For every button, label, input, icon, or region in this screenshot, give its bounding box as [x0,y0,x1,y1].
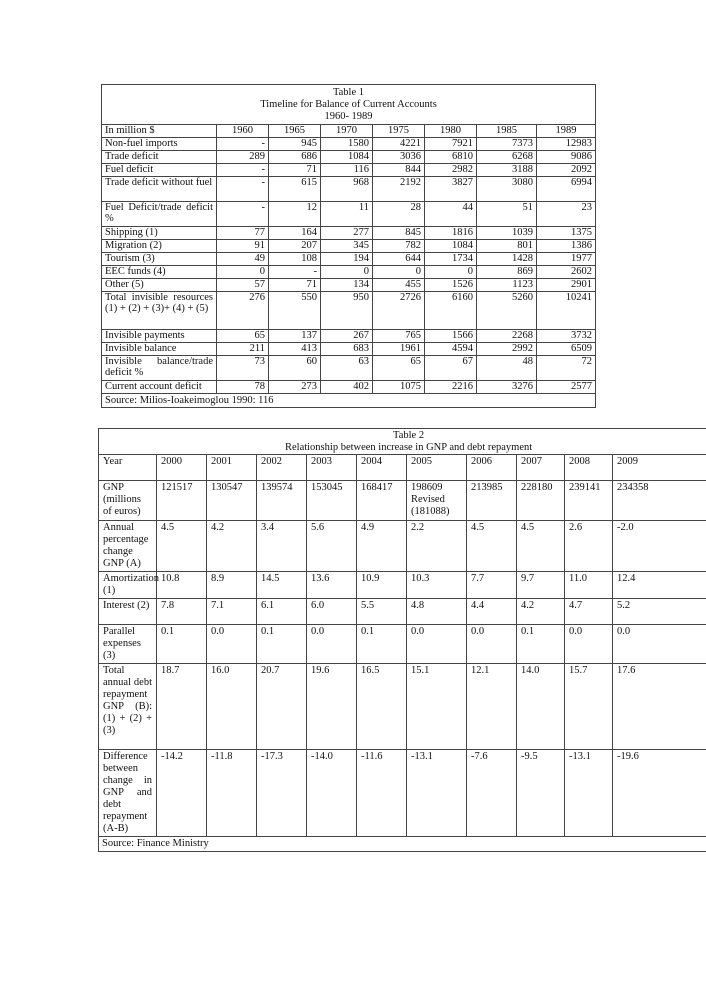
table-1-row [102,201,596,226]
table-2-cell: 0.0 [407,625,467,664]
table-1-cell: 7373 [477,137,537,150]
table-1-cell: 1526 [425,278,477,291]
table-1-year-header: 1989 [537,125,596,138]
table-1-cell: - [217,201,269,226]
table-2-cell: 0.0 [565,625,613,664]
table-2-cell: -9.5 [517,750,565,837]
table-1-cell: 968 [321,176,373,201]
table-2-cell: 4.2 [207,521,257,572]
table-1-cell: 1580 [321,137,373,150]
table-2-header-row [99,455,706,481]
table-2-cell: 12.4 [613,572,706,599]
table-1-cell: 63 [321,355,373,380]
table-1-row-label: Total invisible resources (1) + (2) + (3)+ (4) + (5) [102,291,217,329]
table-1-cell: 1386 [537,239,596,252]
table-1-cell: 65 [373,355,425,380]
table-2-cell: 16.0 [207,664,257,750]
table-1-cell: - [217,163,269,176]
table-2-cell: 4.5 [157,521,207,572]
table-2-year-header: 2002 [257,455,307,481]
table-2-year-header: 2006 [467,455,517,481]
table-1-cell: 91 [217,239,269,252]
table-1-cell: 164 [269,226,321,239]
table-2-cell: 234358 [613,481,706,521]
table-2-cell: -14.0 [307,750,357,837]
table-2-cell: -13.1 [407,750,467,837]
table-1 [101,84,596,408]
table-2-cell: 17.6 [613,664,706,750]
table-2-cell: 0.1 [257,625,307,664]
table-2-cell: 153045 [307,481,357,521]
table-1-cell: 10241 [537,291,596,329]
table-2-cell: 11.0 [565,572,613,599]
table-1-cell: 686 [269,150,321,163]
table-2-year-header: 2005 [407,455,467,481]
table-1-cell: - [217,137,269,150]
table-1-cell: 276 [217,291,269,329]
table-1-row-label: Trade deficit [102,150,217,163]
table-2-cell: 19.6 [307,664,357,750]
table-1-row-label: Invisible payments [102,329,217,342]
table-2-cell: 10.8 [157,572,207,599]
table-1-row-label: Trade deficit without fuel [102,176,217,201]
table-1-row-label: Non-fuel imports [102,137,217,150]
table-2-cell: 5.2 [613,599,706,625]
table-2-cell: 14.0 [517,664,565,750]
table-2-row [99,572,706,599]
table-1-cell: 2982 [425,163,477,176]
table-2-cell: 4.8 [407,599,467,625]
table-1-cell: 402 [321,380,373,393]
table-1-row-label: Invisible balance/trade deficit % [102,355,217,380]
table-1-cell: 67 [425,355,477,380]
table-1-cell: 345 [321,239,373,252]
table-1-cell: 844 [373,163,425,176]
table-1-cell: 683 [321,342,373,355]
table-2-cell: 0.1 [157,625,207,664]
table-2-cell: 4.2 [517,599,565,625]
table-2-cell: 4.7 [565,599,613,625]
table-1-cell: 73 [217,355,269,380]
table-1-cell: 9086 [537,150,596,163]
table-2-cell: 9.7 [517,572,565,599]
table-2-row-label: GNP (millions of euros) [99,481,157,521]
table-2-cell: 213985 [467,481,517,521]
table-1-cell: 413 [269,342,321,355]
table-2-row-label: Total annual debt repayment GNP (B): (1) + (2) + (3) [99,664,157,750]
table-2-cell: 18.7 [157,664,207,750]
table-1-cell: 2192 [373,176,425,201]
table-1-row [102,163,596,176]
table-1-cell: 1816 [425,226,477,239]
table-2-cell: 15.7 [565,664,613,750]
table-2-cell: 10.3 [407,572,467,599]
table-1-cell: 801 [477,239,537,252]
table-1-cell: 3036 [373,150,425,163]
table-1-cell: 0 [321,265,373,278]
table-2-cell: -13.1 [565,750,613,837]
table-1-row-label: Fuel deficit [102,163,217,176]
table-2-cell: -7.6 [467,750,517,837]
table-1-cell: 2577 [537,380,596,393]
table-1-cell: 137 [269,329,321,342]
table-1-period: 1960- 1989 [324,111,373,122]
table-2-row [99,521,706,572]
table-1-cell: 78 [217,380,269,393]
table-1-cell: 51 [477,201,537,226]
table-1-row-label: Other (5) [102,278,217,291]
table-2-row [99,625,706,664]
table-2-source-row [99,837,706,852]
table-1-cell: 0 [425,265,477,278]
table-1-year-header: 1975 [373,125,425,138]
table-2-year-header: 2001 [207,455,257,481]
table-1-cell: 108 [269,252,321,265]
table-2-subtitle: Relationship between increase in GNP and debt repayment [284,442,533,453]
table-1-cell: 57 [217,278,269,291]
table-1-cell: 60 [269,355,321,380]
table-1-cell: 6810 [425,150,477,163]
table-1-row [102,252,596,265]
table-2-row [99,664,706,750]
table-2-cell: 16.5 [357,664,407,750]
table-1-cell: 3276 [477,380,537,393]
table-1-cell: 2602 [537,265,596,278]
table-2-cell: 0.0 [307,625,357,664]
table-2-cell: -17.3 [257,750,307,837]
table-2-cell: 20.7 [257,664,307,750]
table-1-caption [102,85,596,125]
table-1-cell: 1961 [373,342,425,355]
table-1-cell: 2092 [537,163,596,176]
table-1-cell: 273 [269,380,321,393]
table-2-cell: 239141 [565,481,613,521]
table-1-cell: 11 [321,201,373,226]
table-1-cell: 3188 [477,163,537,176]
table-2-cell: 4.5 [467,521,517,572]
table-2-cell: -19.6 [613,750,706,837]
table-1-header-label: In million $ [102,125,217,138]
table-1-cell: 12983 [537,137,596,150]
table-2-caption [99,429,706,455]
table-2-cell: 168417 [357,481,407,521]
table-1-cell: 6268 [477,150,537,163]
table-2 [98,428,706,852]
table-1-row [102,265,596,278]
table-1-cell: 6160 [425,291,477,329]
table-2-cell: 5.6 [307,521,357,572]
table-2-cell: 6.1 [257,599,307,625]
table-2-cell: 15.1 [407,664,467,750]
table-2-cell: 4.9 [357,521,407,572]
table-1-cell: 3080 [477,176,537,201]
table-1-cell: 207 [269,239,321,252]
table-1-cell: 194 [321,252,373,265]
table-1-cell: 3827 [425,176,477,201]
table-2-year-header: 2007 [517,455,565,481]
table-1-cell: 4221 [373,137,425,150]
table-2-row-label: Amortization (1) [99,572,157,599]
table-2-cell: -14.2 [157,750,207,837]
table-1-cell: 4594 [425,342,477,355]
table-2-cell: 130547 [207,481,257,521]
table-2-cell: 0.1 [357,625,407,664]
table-1-cell: 1084 [425,239,477,252]
table-1-cell: 267 [321,329,373,342]
table-1-cell: 77 [217,226,269,239]
table-1-source: Source: Milios-Ioakeimoglou 1990: 116 [102,393,596,408]
table-2-row-label: Annual percentage change GNP (A) [99,521,157,572]
table-2-year-header: 2003 [307,455,357,481]
table-1-row-label: Tourism (3) [102,252,217,265]
table-1-row [102,329,596,342]
table-2-cell: 2.2 [407,521,467,572]
table-2-cell: 139574 [257,481,307,521]
table-1-cell: 945 [269,137,321,150]
table-2-cell: -11.8 [207,750,257,837]
table-1-header-row [102,125,596,138]
table-2-year-header: 2008 [565,455,613,481]
table-2-cell: 14.5 [257,572,307,599]
table-1-cell: 116 [321,163,373,176]
table-2-cell: 4.4 [467,599,517,625]
table-1-cell: 0 [373,265,425,278]
table-1-row [102,342,596,355]
table-1-row-label: EEC funds (4) [102,265,217,278]
table-1-cell: 1123 [477,278,537,291]
table-1-cell: 5260 [477,291,537,329]
table-1-cell: 134 [321,278,373,291]
table-1-cell: 1039 [477,226,537,239]
table-2-row [99,599,706,625]
table-2-cell: 4.5 [517,521,565,572]
table-1-cell: 2901 [537,278,596,291]
table-2-header-label: Year [99,455,157,481]
table-2-cell: 0.1 [517,625,565,664]
table-1-cell: 1734 [425,252,477,265]
table-2-cell: 3.4 [257,521,307,572]
table-2-cell: 7.7 [467,572,517,599]
table-1-cell: 1428 [477,252,537,265]
table-1-cell: 44 [425,201,477,226]
table-1-row [102,380,596,393]
table-1-row-label: Migration (2) [102,239,217,252]
table-1-row [102,239,596,252]
table-1-source-row [102,393,596,408]
table-2-cell: 7.8 [157,599,207,625]
table-2-row-label: Parallel expenses (3) [99,625,157,664]
table-1-cell: 49 [217,252,269,265]
table-2-cell: 0.0 [613,625,706,664]
table-1-cell: 2726 [373,291,425,329]
table-2-row-label: Interest (2) [99,599,157,625]
table-1-cell: 455 [373,278,425,291]
table-1-year-header: 1985 [477,125,537,138]
table-1-cell: 550 [269,291,321,329]
table-2-cell: -2.0 [613,521,706,572]
table-1-cell: - [217,176,269,201]
table-1-cell: 277 [321,226,373,239]
table-1-cell: 3732 [537,329,596,342]
table-1-year-header: 1980 [425,125,477,138]
table-1-cell: 211 [217,342,269,355]
table-1-subtitle: Timeline for Balance of Current Accounts [260,99,437,110]
table-2-year-header: 2009 [613,455,706,481]
table-2-cell: 7.1 [207,599,257,625]
table-1-cell: 71 [269,278,321,291]
table-1-row [102,226,596,239]
table-1-cell: 1075 [373,380,425,393]
table-1-cell: 6994 [537,176,596,201]
table-2-cell: -11.6 [357,750,407,837]
table-1-row [102,291,596,329]
table-2-cell: 0.0 [207,625,257,664]
table-1-cell: 2992 [477,342,537,355]
table-1-row-label: Invisible balance [102,342,217,355]
table-2-row [99,481,706,521]
table-1-cell: 644 [373,252,425,265]
table-1-cell: 6509 [537,342,596,355]
table-1-cell: 869 [477,265,537,278]
table-1-cell: 12 [269,201,321,226]
table-1-cell: 65 [217,329,269,342]
table-1-cell: - [269,265,321,278]
table-1-cell: 48 [477,355,537,380]
table-1-cell: 28 [373,201,425,226]
table-2-cell: 13.6 [307,572,357,599]
table-1-year-header: 1965 [269,125,321,138]
table-1-row-label: Shipping (1) [102,226,217,239]
table-1-cell: 950 [321,291,373,329]
table-2-source: Source: Finance Ministry [99,837,706,852]
table-1-row-label: Fuel Deficit/trade deficit % [102,201,217,226]
table-1-cell: 1977 [537,252,596,265]
table-1-cell: 845 [373,226,425,239]
table-2-title: Table 2 [393,430,425,441]
table-1-cell: 23 [537,201,596,226]
table-1-year-header: 1960 [217,125,269,138]
table-2-cell: 12.1 [467,664,517,750]
table-2-row [99,750,706,837]
table-1-row [102,355,596,380]
table-1-cell: 1566 [425,329,477,342]
table-1-cell: 289 [217,150,269,163]
table-2-cell: 228180 [517,481,565,521]
table-1-row [102,150,596,163]
table-1-cell: 782 [373,239,425,252]
table-2-cell: 5.5 [357,599,407,625]
table-2-cell: 10.9 [357,572,407,599]
table-1-cell: 0 [217,265,269,278]
table-2-cell: 121517 [157,481,207,521]
table-1-cell: 72 [537,355,596,380]
table-1-cell: 765 [373,329,425,342]
table-2-cell: 198609 Revised (181088) [407,481,467,521]
table-1-cell: 71 [269,163,321,176]
table-1-cell: 1375 [537,226,596,239]
table-1-row [102,176,596,201]
table-1-cell: 2268 [477,329,537,342]
table-1-year-header: 1970 [321,125,373,138]
table-1-cell: 7921 [425,137,477,150]
table-2-cell: 2.6 [565,521,613,572]
table-2-year-header: 2000 [157,455,207,481]
table-1-title: Table 1 [332,87,365,98]
table-1-row-label: Current account deficit [102,380,217,393]
table-2-cell: 0.0 [467,625,517,664]
table-2-row-label: Difference between change in GNP and debt repayment (A-B) [99,750,157,837]
table-1-cell: 2216 [425,380,477,393]
table-2-year-header: 2004 [357,455,407,481]
table-1-cell: 615 [269,176,321,201]
table-1-cell: 1084 [321,150,373,163]
table-2-cell: 8.9 [207,572,257,599]
table-1-row [102,137,596,150]
table-2-cell: 6.0 [307,599,357,625]
table-1-row [102,278,596,291]
